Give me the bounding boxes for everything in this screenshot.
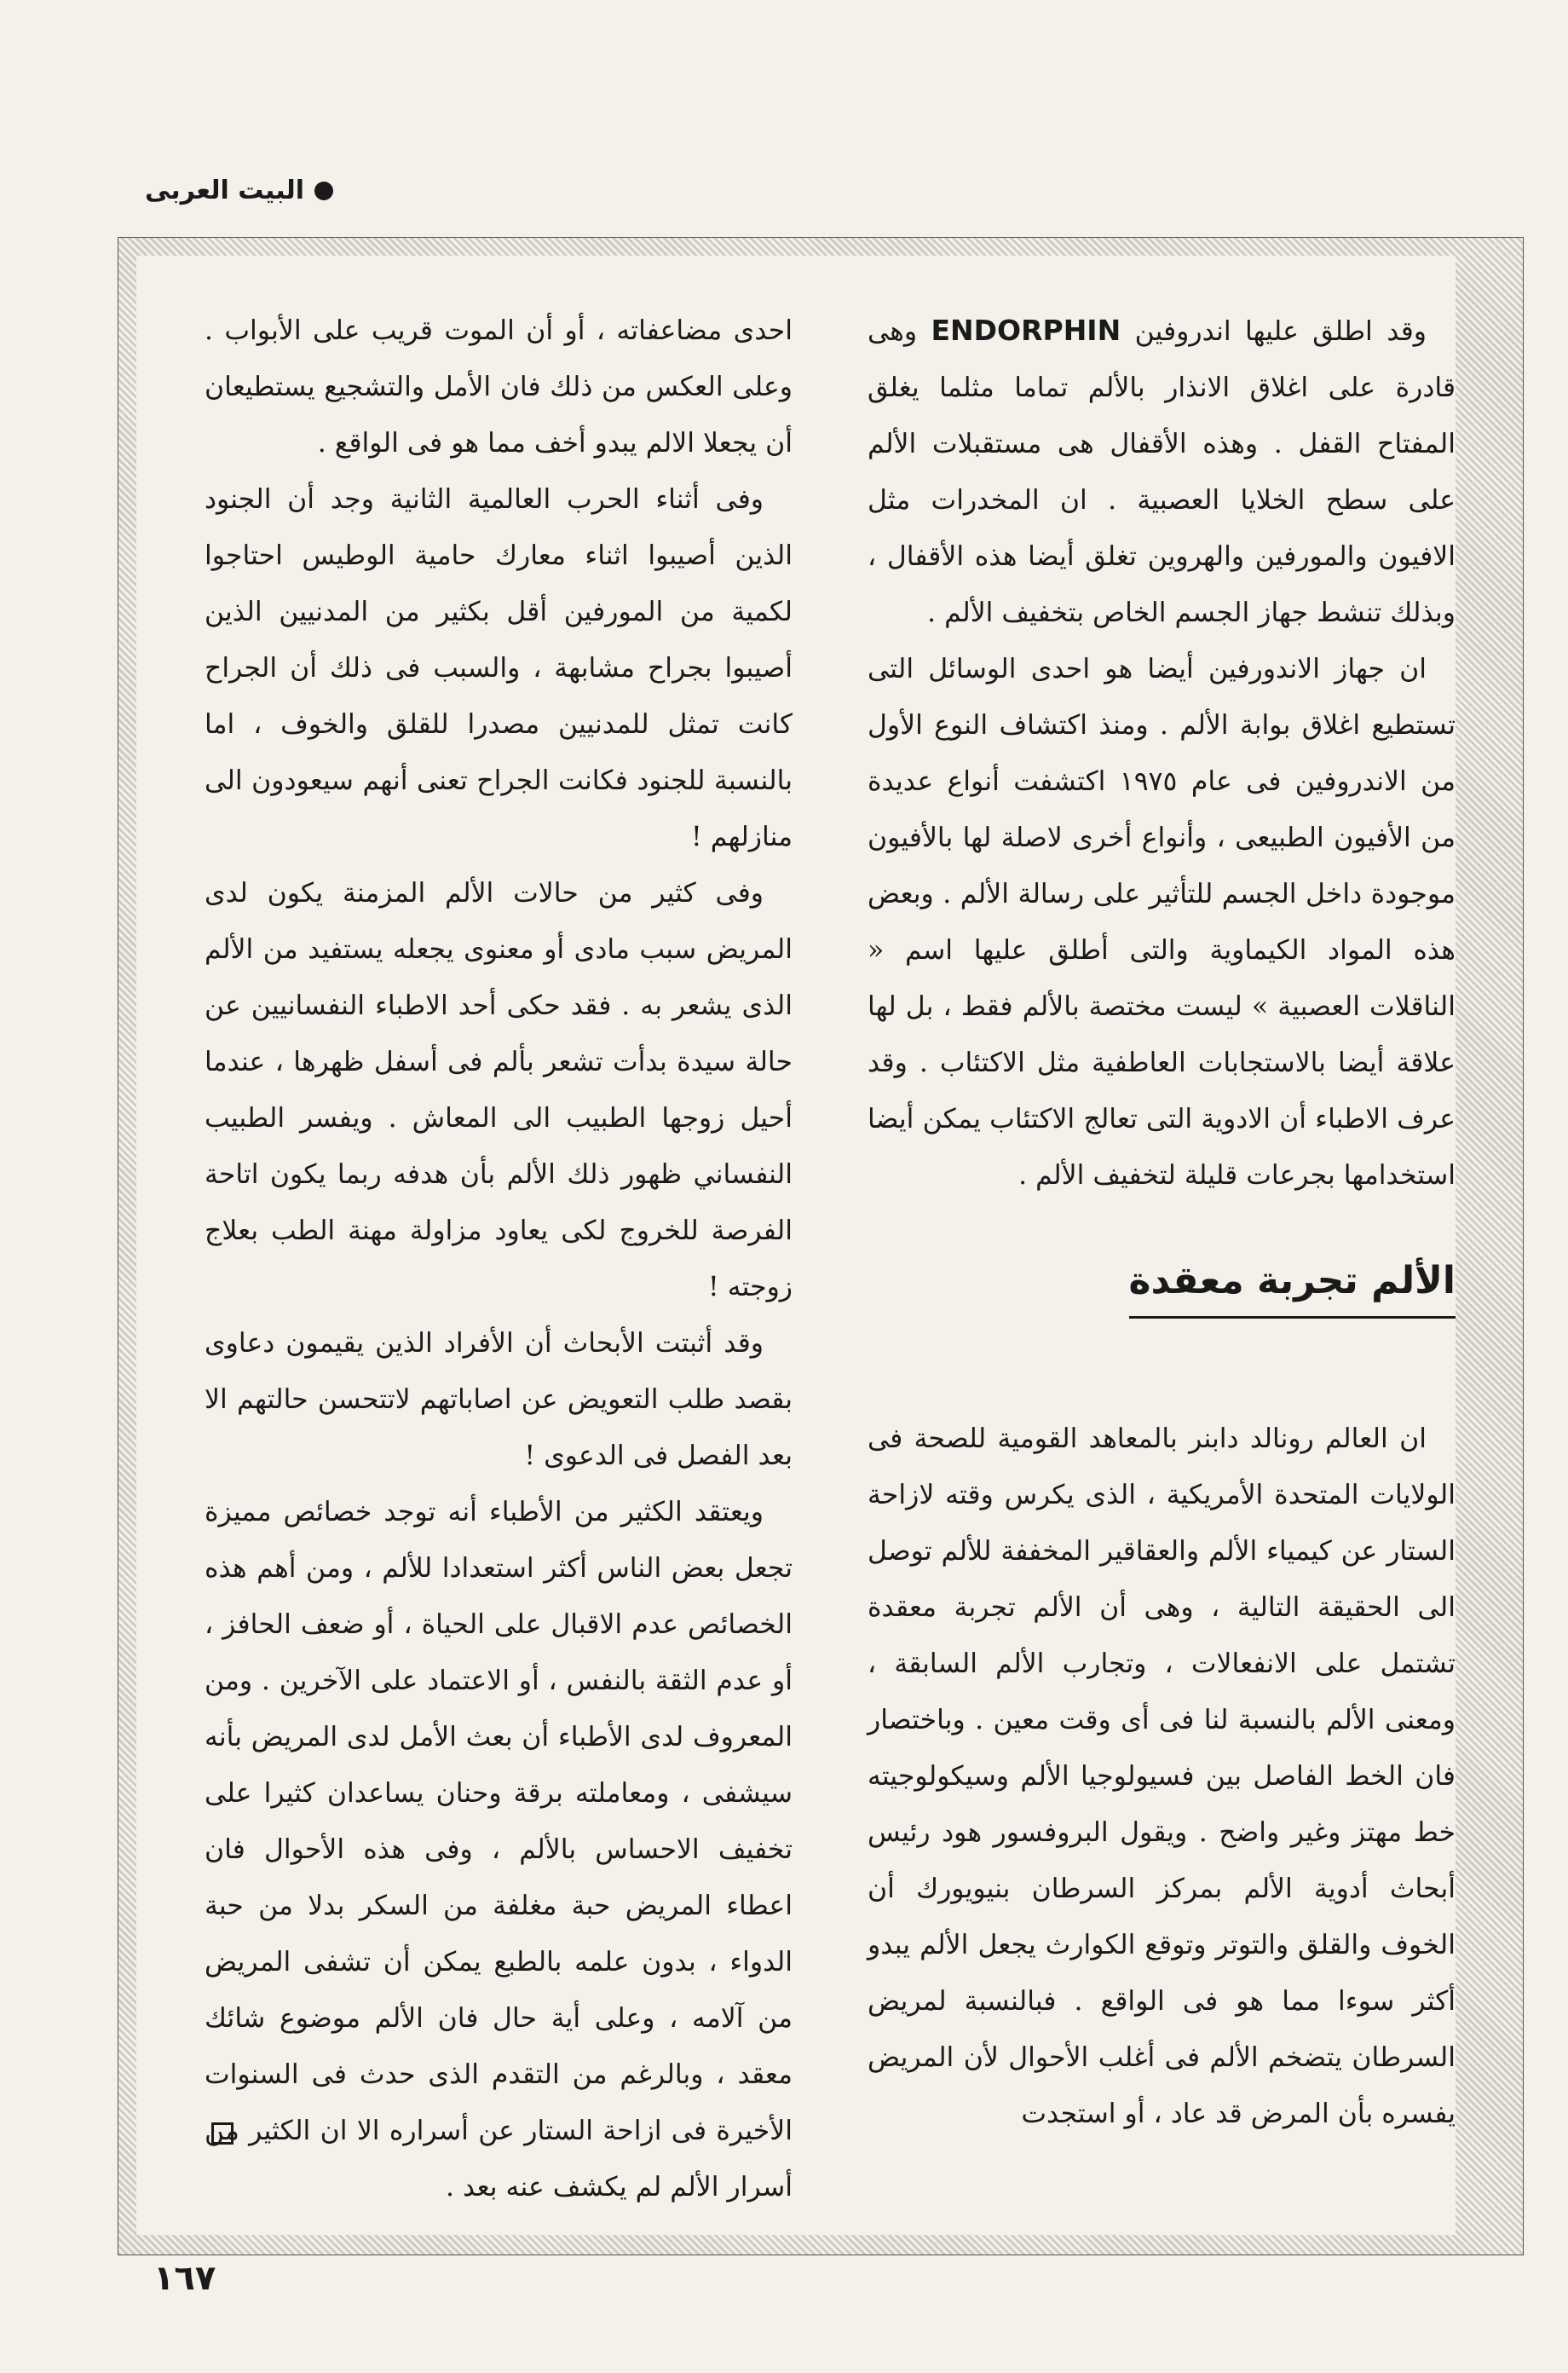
endorphin-term: ENDORPHIN	[931, 314, 1121, 347]
paragraph: احدى مضاعفاته ، أو أن الموت قريب على الأبواب . وعلى العكس من ذلك فان الأمل والتشجيع يستطيعان أن يجعلا الالم يبدو أخف مما هو فى الواقع .	[205, 315, 793, 459]
section-title-wrap	[868, 1204, 1456, 1319]
right-column	[868, 303, 1456, 2142]
bullet-icon	[314, 182, 333, 200]
paragraph: ويعتقد الكثير من الأطباء أنه توجد خصائص مميزة تجعل بعض الناس أكثر استعدادا للألم ، ومن أهم هذه الخصائص عدم الاقبال على الحياة ، أو ضعف الحافز ، أو عدم الثقة بالنفس ، أو الاعتماد على الآخرين . ومن المعروف لدى الأطباء أن بعث الأمل لدى المريض بأنه سيشفى ، ومعاملته برقة وحنان يساعدان كثيرا على تخفيف الاحساس بالألم ، وفى هذه الأحوال فان اعطاء المريض حبة مغلفة من السكر بدلا من حبة الدواء ، بدون علمه بالطبع يمكن أن تشفى المريض من آلامه ، وعلى أية حال فان الألم موضوع شائك معقد ، وبالرغم من التقدم الذى حدث فى السنوات الأخيرة فى ازاحة الستار عن أسراره الا ان الكثير من أسرار الألم لم يكشف عنه بعد .	[205, 1497, 793, 2203]
paragraph: وقد أثبتت الأبحاث أن الأفراد الذين يقيمون دعاوى بقصد طلب التعويض عن اصاباتهم لاتتحسن حالتهم الا بعد الفصل فى الدعوى !	[205, 1328, 793, 1471]
running-title: البيت العربى	[145, 176, 305, 205]
section-title: الألم تجربة معقدة	[1129, 1251, 1456, 1319]
paragraph: وفى أثناء الحرب العالمية الثانية وجد أن الجنود الذين أصيبوا اثناء معارك حامية الوطيس احتاجوا لكمية من المورفين أقل بكثير من المدنيين الذين أصيبوا بجراح مشابهة ، والسبب فى ذلك أن الجراح كانت تمثل للمدنيين مصدرا للقلق والخوف ، اما بالنسبة للجنود فكانت الجراح تعنى أنهم سيعودون الى منازلهم !	[205, 484, 793, 852]
paragraph: وقد اطلق عليها اندروفين ENDORPHIN وهى قادرة على اغلاق الانذار بالألم تماما مثلما يغلق المفتاح القفل . وهذه الأقفال هى مستقبلات الألم على سطح الخلايا العصبية . ان المخدرات مثل الافيون والمورفين والهروين تغلق أيضا هذه الأقفال ، وبذلك تنشط جهاز الجسم الخاص بتخفيف الألم .	[868, 314, 1456, 628]
paragraph: ان جهاز الاندورفين أيضا هو احدى الوسائل التى تستطيع اغلاق بوابة الألم . ومنذ اكتشاف النوع الأول من الاندروفين فى عام ١٩٧٥ اكتشفت أنواع عديدة من الأفيون الطبيعى ، وأنواع أخرى لاصلة لها بالأفيون موجودة داخل الجسم للتأثير على رسالة الألم . وبعض هذه المواد الكيماوية والتى أطلق عليها اسم « الناقلات العصبية » ليست مختصة بالألم فقط ، بل لها علاقة أيضا بالاستجابات العاطفية مثل الاكتئاب . وقد عرف الاطباء أن الادوية التى تعالج الاكتئاب يمكن أيضا استخدامها بجرعات قليلة لتخفيف الألم .	[868, 654, 1456, 1191]
running-head	[145, 176, 333, 205]
paragraph: ان العالم رونالد دابنر بالمعاهد القومية للصحة فى الولايات المتحدة الأمريكية ، الذى يكرس وقته لازاحة الستار عن كيمياء الألم والعقاقير المخففة للألم توصل الى الحقيقة التالية ، وهى أن الألم تجربة معقدة تشتمل على الانفعالات ، وتجارب الألم السابقة ، ومعنى الألم بالنسبة لنا فى أى وقت معين . وباختصار فان الخط الفاصل بين فسيولوجيا الألم وسيكولوجيته خط مهتز وغير واضح . ويقول البروفسور هود رئيس أبحاث أدوية الألم بمركز السرطان بنيويورك أن الخوف والقلق والتوتر وتوقع الكوارث يجعل الألم يبدو أكثر سوءا مما هو فى الواقع . فبالنسبة لمريض السرطان يتضخم الألم فى أغلب الأحوال لأن المريض يفسره بأن المرض قد عاد ، أو استجدت	[868, 1423, 1456, 2129]
end-square-icon	[211, 2122, 233, 2145]
paragraph: وفى كثير من حالات الألم المزمنة يكون لدى المريض سبب مادى أو معنوى يجعله يستفيد من الألم الذى يشعر به . فقد حكى أحد الاطباء النفسانيين عن حالة سيدة بدأت تشعر بألم فى أسفل ظهرها ، عندما أحيل زوجها الطبيب الى المعاش . ويفسر الطبيب النفساني ظهور ذلك الألم بأن هدفه ربما يكون اتاحة الفرصة للخروج لكى يعاود مزاولة مهنة الطب بعلاج زوجته !	[205, 878, 793, 1302]
page-number: ١٦٧	[153, 2259, 216, 2298]
article-panel	[136, 256, 1456, 2235]
left-column	[205, 303, 793, 2215]
